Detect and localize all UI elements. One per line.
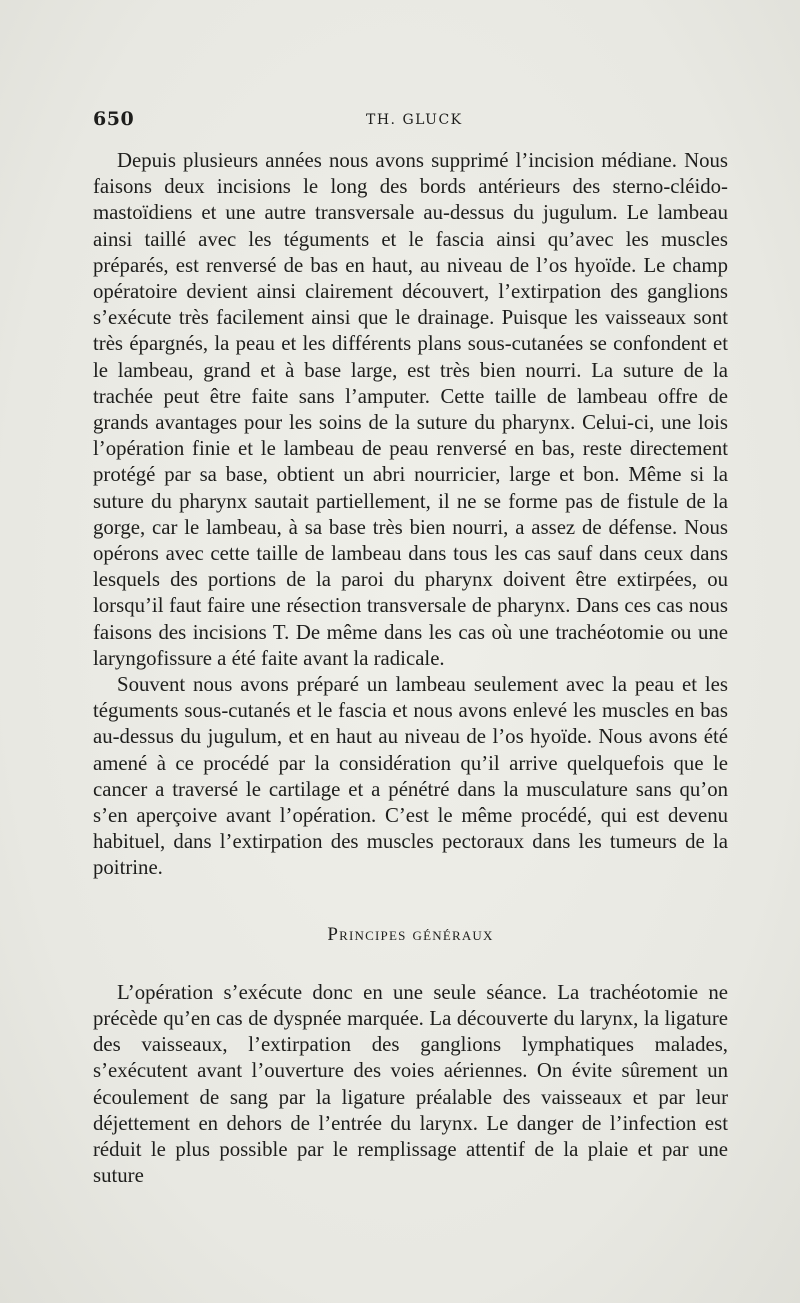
body-text: [93, 148, 728, 1189]
section-paragraph-1: L’opération s’exécute donc en une seule séance. La trachéotomie ne précède qu’en cas de dyspnée marquée. La découverte du larynx, la ligature des vaisseaux, l’extirpation des ganglions lymphatiques malades, s’exécutent avant l’ouverture des voies aériennes. On évite sûrement un écoulement de sang par la ligature préalable des vaisseaux et par leur déjettement en dehors de l’entrée du larynx. Le danger de l’infection est réduit le plus possible par le remplissage attentif de la plaie et par une suture: [93, 980, 728, 1188]
section-title: Principes généraux: [327, 923, 494, 945]
page-number: 650: [93, 108, 135, 130]
page-header: [93, 108, 728, 138]
paragraph-1: Depuis plusieurs années nous avons supprimé l’incision médiane. Nous faisons deux incisions le long des bords antérieurs des sterno-cléido-mastoïdiens et une autre transversale au-dessus du jugulum. Le lambeau ainsi taillé avec les téguments et le fascia ainsi qu’avec les muscles préparés, est renversé de bas en haut, au niveau de l’os hyoïde. Le champ opératoire devient ainsi clairement découvert, l’extirpation des ganglions s’exécute très facilement ainsi que le drainage. Puisque les vaisseaux sont très épargnés, la peau et les différents plans sous-cutanées se confondent et le lambeau, grand et à base large, est très bien nourri. La suture de la trachée peut être faite sans l’amputer. Cette taille de lambeau offre de grands avantages pour les soins de la suture du pharynx. Celui-ci, une lois l’opération finie et le lambeau de peau renversé en bas, reste directement protégé par sa base, obtient un abri nourricier, large et bon. Même si la suture du pharynx sautait partiellement, il ne se forme pas de fistule de la gorge, car le lambeau, à sa base très bien nourri, a assez de défense. Nous opérons avec cette taille de lambeau dans tous les cas sauf dans ceux dans lesquels des portions de la paroi du pharynx doivent être extirpées, ou lorsqu’il faut faire une résection transversale de pharynx. Dans ces cas nous faisons des incisions T. De même dans les cas où une trachéotomie ou une laryngofissure a été faite avant la radicale.: [93, 149, 728, 670]
running-head: TH. GLUCK: [366, 112, 463, 128]
paragraph-2: Souvent nous avons préparé un lambeau seulement avec la peau et les téguments sous-cutanés et le fascia et nous avons enlevé les muscles en bas au-dessus du jugulum, et en haut au niveau de l’os hyoïde. Nous avons été amené à ce procédé par la considération qu’il arrive quelquefois que le cancer a traversé le cartilage et a pénétré dans la musculature sans qu’on s’en aperçoive avant l’opération. C’est le même procédé, qui est devenu habituel, dans l’extirpation des muscles pectoraux dans les tumeurs de la poitrine.: [93, 673, 728, 880]
